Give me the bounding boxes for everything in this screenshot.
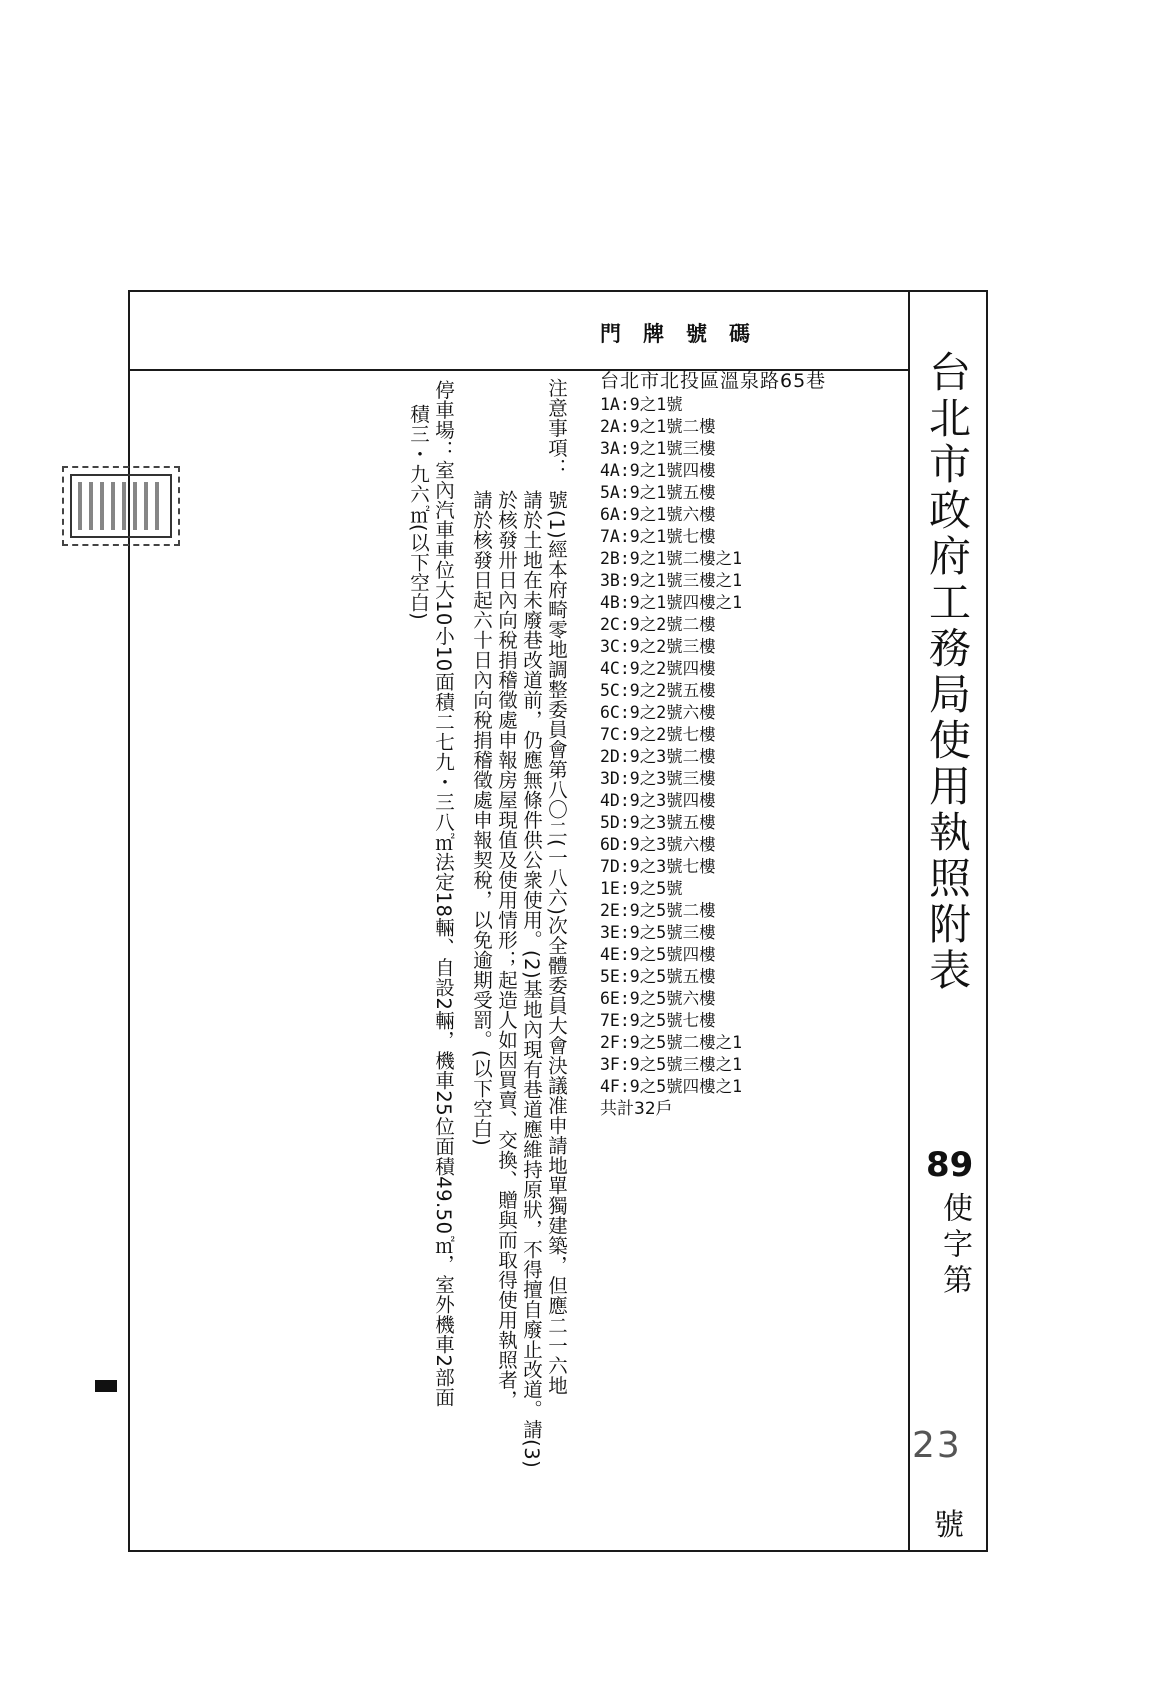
address-item: 5C:9之2號五樓 — [600, 681, 716, 700]
address-item: 6D:9之3號六樓 — [600, 835, 716, 854]
notes-line-1: 號(1)經本府畸零地調整委員會第八〇二(一八六)次全體委員大會決議准申請地單獨建築，但應二一六地 — [545, 490, 568, 1396]
header-title: 門牌號碼 — [600, 322, 772, 346]
address-item: 4C:9之2號四樓 — [600, 659, 716, 678]
address-item: 3F:9之5號三樓之1 — [600, 1055, 743, 1074]
address-item: 5D:9之3號五樓 — [600, 813, 716, 832]
permit-word: 使字第 — [937, 1192, 972, 1300]
parking-line-1: 停車場：室內汽車車位大10小10面積二七九・三八㎡法定18輛、自設2輛，機車25位面積49.50㎡，室外機車2部面 — [432, 380, 455, 1408]
address-list — [600, 370, 826, 1120]
address-item: 2B:9之1號二樓之1 — [600, 549, 743, 568]
address-item: 5E:9之5號五樓 — [600, 967, 716, 986]
address-item: 5A:9之1號五樓 — [600, 483, 716, 502]
document-title: 台北市政府工務局使用執照附表 — [923, 350, 972, 994]
address-item: 7C:9之2號七樓 — [600, 725, 716, 744]
parking-line-2: 積三・九六㎡(以下空白) — [407, 404, 430, 621]
address-item: 6E:9之5號六樓 — [600, 989, 716, 1008]
address-item: 2E:9之5號二樓 — [600, 901, 716, 920]
address-item: 2F:9之5號二樓之1 — [600, 1033, 743, 1052]
address-item: 7A:9之1號七樓 — [600, 527, 716, 546]
address-item: 2D:9之3號二樓 — [600, 747, 716, 766]
address-item: 3A:9之1號三樓 — [600, 439, 716, 458]
address-item: 4B:9之1號四樓之1 — [600, 593, 743, 612]
address-item: 3C:9之2號三樓 — [600, 637, 716, 656]
address-item: 1A:9之1號 — [600, 395, 683, 414]
notes-label: 注意事項： — [545, 378, 568, 478]
address-item: 4F:9之5號四樓之1 — [600, 1077, 743, 1096]
address-item: 3E:9之5號三樓 — [600, 923, 716, 942]
official-seal-stamp — [62, 466, 180, 546]
address-total: 共計32戶 — [600, 1099, 673, 1119]
address-item: 3B:9之1號三樓之1 — [600, 571, 743, 590]
address-item: 6C:9之2號六樓 — [600, 703, 716, 722]
notes-line-2: 請於土地在未廢巷改道前，仍應無條件供公衆使用。(2)基地內現有巷道應維持原狀，不得擅自廢止改道。請(3) — [520, 490, 543, 1469]
address-item: 4A:9之1號四樓 — [600, 461, 716, 480]
address-item: 2A:9之1號二樓 — [600, 417, 716, 436]
address-item: 1E:9之5號 — [600, 879, 683, 898]
address-item: 3D:9之3號三樓 — [600, 769, 716, 788]
notes-line-3: 於核發卅日內向稅捐稽徵處申報房屋現值及使用情形；起造人如因買賣、交換、贈與而取得使用執照者， — [495, 490, 518, 1410]
address-item: 7E:9之5號七樓 — [600, 1011, 716, 1030]
address-item: 7D:9之3號七樓 — [600, 857, 716, 876]
permit-number: 23 — [912, 1425, 962, 1466]
address-items — [600, 394, 826, 1098]
permit-year: 89 — [926, 1145, 974, 1185]
side-column-divider — [908, 290, 910, 1552]
scan-mark — [95, 1380, 117, 1392]
address-head: 台北市北投區溫泉路65巷 — [600, 370, 827, 392]
address-item: 4E:9之5號四樓 — [600, 945, 716, 964]
permit-suffix: 號 — [934, 1508, 964, 1543]
address-item: 4D:9之3號四樓 — [600, 791, 716, 810]
notes-line-4: 請於核發日起六十日內向稅捐稽徵處申報契稅，以免逾期受罰。(以下空白) — [470, 490, 493, 1147]
address-item: 6A:9之1號六樓 — [600, 505, 716, 524]
address-item: 2C:9之2號二樓 — [600, 615, 716, 634]
